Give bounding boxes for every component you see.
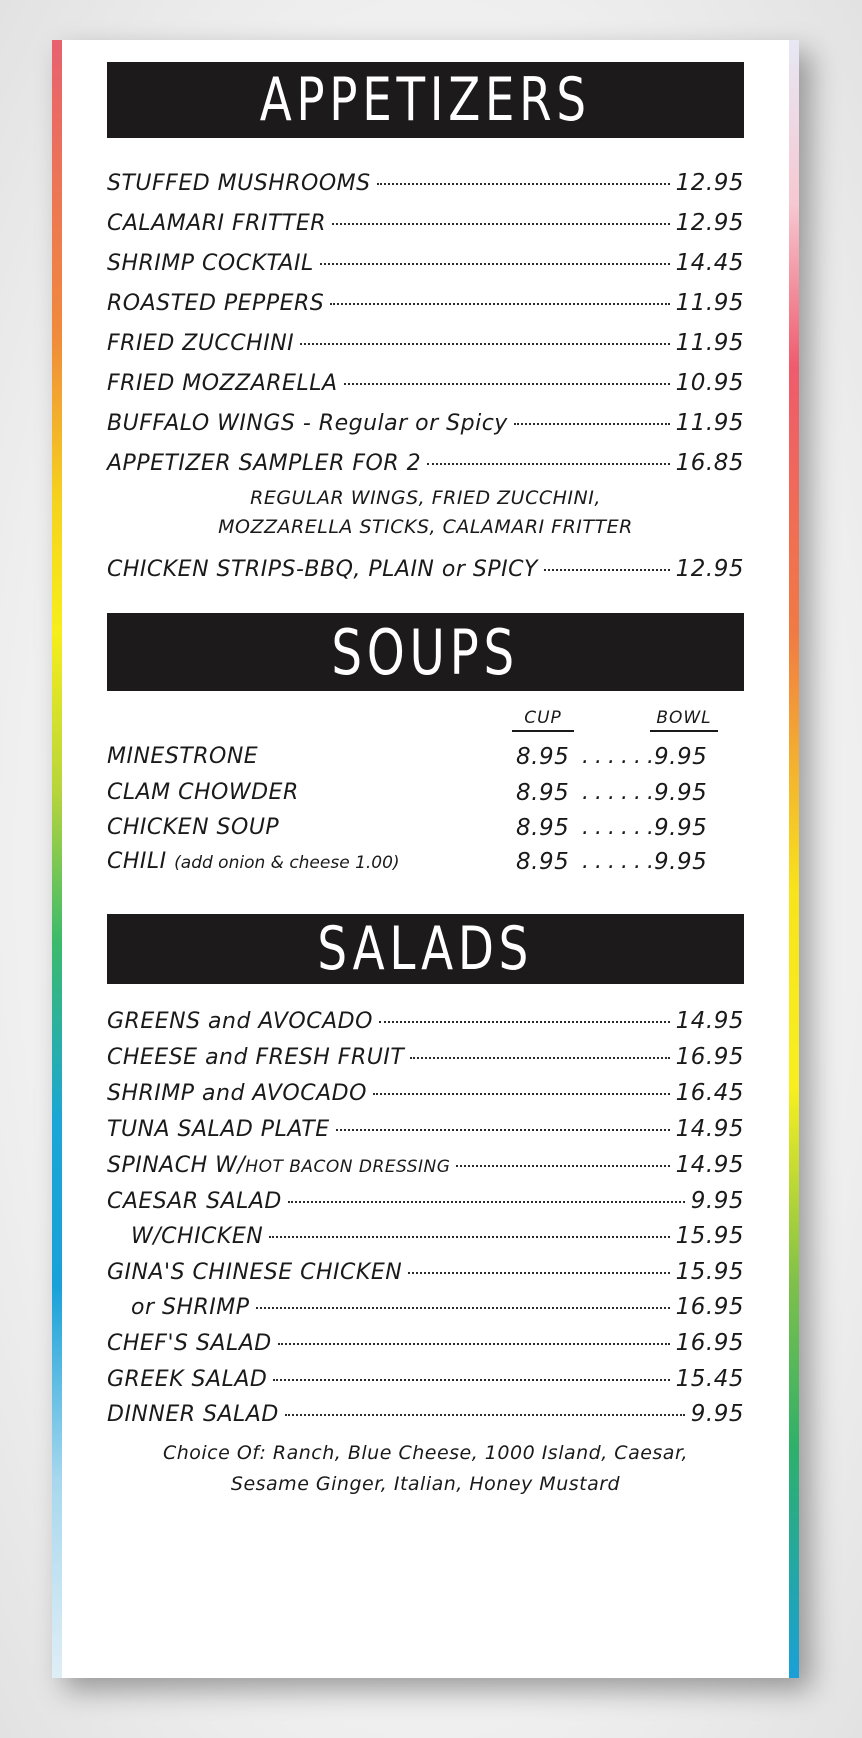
menu-item-price: 9.95	[690, 1401, 744, 1427]
dot-leader	[273, 1379, 669, 1381]
dot-leader	[544, 569, 670, 571]
menu-item	[107, 1008, 744, 1044]
menu-item	[107, 290, 744, 330]
dot-leader: ......	[582, 780, 660, 805]
menu-item-name: SPINACH W/HOT BACON DRESSING	[107, 1153, 451, 1178]
menu-item-name: GINA'S CHINESE CHICKEN	[107, 1260, 403, 1285]
menu-item-name: CHEESE and FRESH FRUIT	[107, 1045, 405, 1070]
menu-item-price: 14.95	[675, 1152, 744, 1178]
dot-leader	[408, 1272, 669, 1274]
dressing-choices	[107, 1438, 744, 1500]
soup-name: CHICKEN SOUP	[107, 815, 280, 840]
bowl-column-header: BOWL	[650, 708, 718, 732]
dot-leader: ......	[582, 744, 660, 769]
dot-leader	[278, 1343, 670, 1345]
menu-item-name: CAESAR SALAD	[107, 1189, 282, 1214]
dot-leader	[373, 1093, 670, 1095]
dot-leader	[269, 1236, 669, 1238]
dressing-choices-line: Sesame Ginger, Italian, Honey Mustard	[230, 1473, 621, 1495]
sampler-description-line: REGULAR WINGS, FRIED ZUCCHINI,	[250, 487, 601, 509]
soup-name: MINESTRONE	[107, 744, 259, 769]
menu-item-name: BUFFALO WINGS - Regular or Spicy	[107, 411, 508, 436]
menu-item-price: 16.85	[675, 450, 744, 476]
dot-leader	[410, 1057, 669, 1059]
soup-cup-price: 8.95	[516, 780, 570, 806]
appetizers-banner	[107, 62, 744, 138]
menu-item-price: 11.95	[675, 410, 744, 436]
rainbow-stripe-left	[52, 40, 62, 1678]
dot-leader	[285, 1414, 685, 1416]
menu-item-name: FRIED MOZZARELLA	[107, 371, 338, 396]
dot-leader	[332, 223, 670, 225]
menu-item-price: 15.45	[675, 1366, 744, 1392]
menu-item	[107, 556, 744, 596]
menu-item-name: FRIED ZUCCHINI	[107, 331, 295, 356]
menu-item	[107, 170, 744, 210]
soup-item	[107, 815, 744, 851]
soup-item	[107, 780, 744, 816]
menu-item-name: W/CHICKEN	[131, 1224, 264, 1249]
menu-item	[107, 1294, 744, 1330]
dot-leader	[427, 463, 670, 465]
soups-banner	[107, 613, 744, 691]
menu-item	[107, 1330, 744, 1366]
dot-leader: ......	[582, 815, 660, 840]
soup-cup-price: 8.95	[516, 849, 570, 875]
dot-leader	[288, 1201, 685, 1203]
menu-item-name: or SHRIMP	[131, 1295, 250, 1320]
dot-leader	[336, 1129, 670, 1131]
menu-item	[107, 410, 744, 450]
menu-item	[107, 1152, 744, 1188]
dot-leader	[330, 303, 669, 305]
salads-banner	[107, 914, 744, 984]
soup-bowl-price: 9.95	[654, 780, 708, 806]
menu-item	[107, 210, 744, 250]
menu-item	[107, 1259, 744, 1295]
soup-bowl-price: 9.95	[654, 849, 708, 875]
dot-leader	[379, 1021, 670, 1023]
menu-item-name: TUNA SALAD PLATE	[107, 1117, 330, 1142]
sampler-description-line: MOZZARELLA STICKS, CALAMARI FRITTER	[218, 516, 633, 538]
menu-item-name: CALAMARI FRITTER	[107, 211, 327, 236]
dot-leader	[256, 1307, 670, 1309]
menu-item-price: 14.45	[675, 250, 744, 276]
menu-item-name: CHICKEN STRIPS-BBQ, PLAIN or SPICY	[107, 557, 538, 582]
menu-item-price: 12.95	[675, 556, 744, 582]
menu-item-price: 15.95	[675, 1259, 744, 1285]
menu-item-name: SHRIMP COCKTAIL	[107, 251, 314, 276]
menu-item-price: 12.95	[675, 170, 744, 196]
menu-item-price: 12.95	[675, 210, 744, 236]
menu-item-name: SHRIMP and AVOCADO	[107, 1081, 367, 1106]
soup-name: CLAM CHOWDER	[107, 780, 299, 805]
menu-item-price: 15.95	[675, 1223, 744, 1249]
soups-title: SOUPS	[331, 615, 520, 689]
menu-item-name: CHEF'S SALAD	[107, 1331, 272, 1356]
dot-leader	[456, 1165, 669, 1167]
menu-item-price: 16.95	[675, 1044, 744, 1070]
salads-title: SALADS	[317, 914, 534, 984]
menu-item-name: DINNER SALAD	[107, 1402, 279, 1427]
menu-item	[107, 370, 744, 410]
menu-item	[107, 1223, 744, 1259]
menu-item	[107, 250, 744, 290]
menu-item-price: 11.95	[675, 330, 744, 356]
menu-item	[107, 1116, 744, 1152]
soup-item	[107, 744, 744, 780]
menu-item	[107, 1366, 744, 1402]
dot-leader: ......	[582, 849, 660, 874]
dot-leader	[377, 183, 670, 185]
menu-item-price: 11.95	[675, 290, 744, 316]
soup-cup-price: 8.95	[516, 815, 570, 841]
menu-item	[107, 1080, 744, 1116]
menu-item-price: 9.95	[690, 1188, 744, 1214]
dot-leader	[320, 263, 670, 265]
dressing-choices-line: Choice Of: Ranch, Blue Cheese, 1000 Island, Caesar,	[162, 1442, 689, 1464]
menu-item-name: GREENS and AVOCADO	[107, 1009, 373, 1034]
dot-leader	[344, 383, 670, 385]
soup-cup-price: 8.95	[516, 744, 570, 770]
soup-bowl-price: 9.95	[654, 815, 708, 841]
cup-column-header: CUP	[512, 708, 574, 732]
menu-item-name: GREEK SALAD	[107, 1367, 268, 1392]
menu-item	[107, 1401, 744, 1437]
dot-leader	[300, 343, 670, 345]
soup-bowl-price: 9.95	[654, 744, 708, 770]
menu-item-price: 10.95	[675, 370, 744, 396]
soup-item	[107, 849, 744, 885]
menu-item	[107, 1188, 744, 1224]
menu-item-price: 16.45	[675, 1080, 744, 1106]
appetizers-title: APPETIZERS	[259, 65, 592, 135]
menu-item-name: APPETIZER SAMPLER FOR 2	[107, 451, 422, 476]
menu-item-name: ROASTED PEPPERS	[107, 291, 325, 316]
dot-leader	[514, 423, 670, 425]
menu-item	[107, 1044, 744, 1080]
menu-item-price: 16.95	[675, 1294, 744, 1320]
menu-item	[107, 330, 744, 370]
sampler-description	[107, 484, 744, 542]
menu-card	[52, 40, 799, 1678]
rainbow-stripe-right	[789, 40, 799, 1678]
menu-item-name: STUFFED MUSHROOMS	[107, 171, 371, 196]
menu-item-price: 16.95	[675, 1330, 744, 1356]
soup-name: CHILI (add onion & cheese 1.00)	[107, 849, 400, 874]
menu-item-price: 14.95	[675, 1008, 744, 1034]
menu-item-price: 14.95	[675, 1116, 744, 1142]
